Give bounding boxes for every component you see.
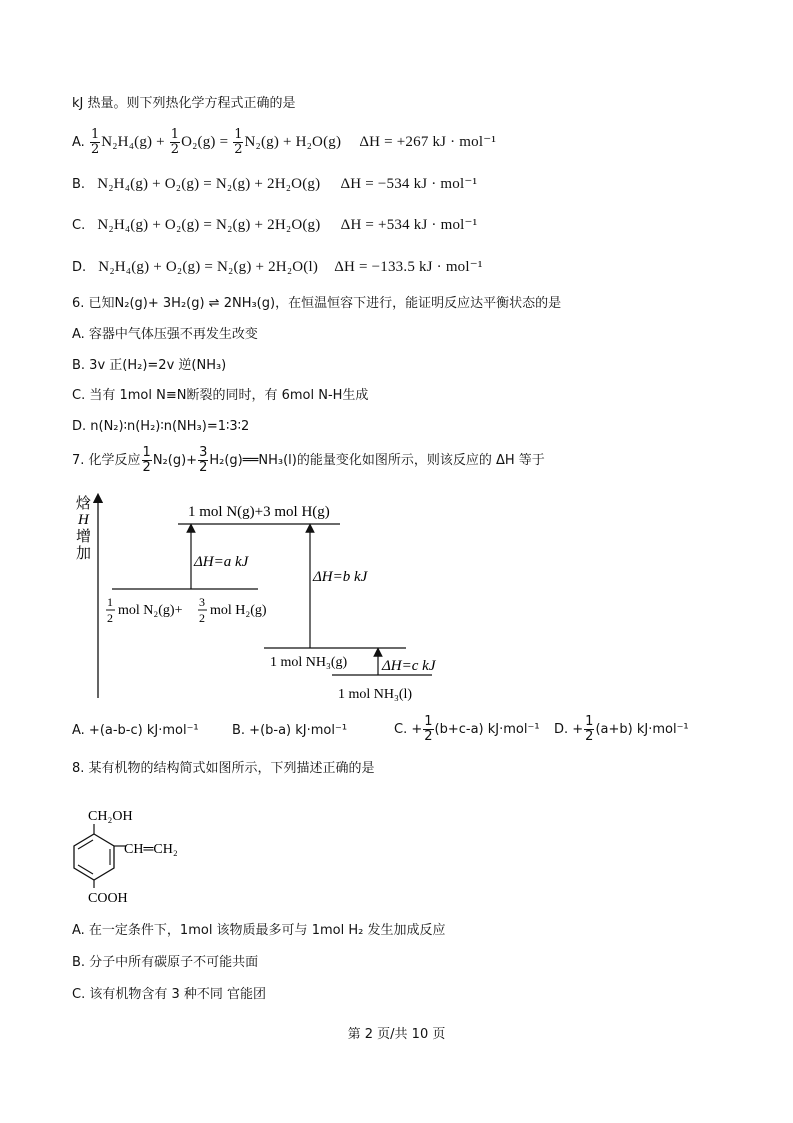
dh-b-label: ΔH=b kJ xyxy=(313,569,368,585)
q7-option-d: D. + $\frac{1}{2}$ (a+b) kJ·mol⁻¹ xyxy=(554,714,689,744)
reactant-frac-2-num: 3 xyxy=(199,595,205,609)
fraction: $\frac{1}{2}$ xyxy=(170,127,180,157)
benzene-ring xyxy=(74,834,114,880)
intro-text: kJ 热量。则下列热化学方程式正确的是 xyxy=(72,96,296,111)
reactant-frac-2-den: 2 xyxy=(199,611,205,625)
top-level-label: 1 mol N(g)+3 mol H(g) xyxy=(188,504,330,520)
q8-option-a: A. 在一定条件下，1mol 该物质最多可与 1mol H₂ 发生加成反应 xyxy=(72,923,446,938)
structure-bottom-group: COOH xyxy=(88,891,128,906)
y-axis-label-4: 加 xyxy=(76,546,92,562)
q5-option-c: C. N₂H₄(g) + O₂(g) = N₂(g) + 2H₂O(g) ΔH = +534 kJ · mol⁻¹ xyxy=(72,217,478,233)
q7-option-a: A. +(a-b-c) kJ·mol⁻¹ xyxy=(72,723,199,738)
q6-stem: 6. 已知N₂(g)+ 3H₂(g) ⇌ 2NH₃(g)，在恒温恒容下进行，能证明反应达平衡状态的是 xyxy=(72,296,562,311)
q7-stem: 7. 化学反应 $\frac{1}{2}$ N₂(g)+ $\frac{3}{2}$ H₂(g)══NH₃(l)的能量变化如图所示，则该反应的 ΔH 等于 xyxy=(72,445,545,475)
y-axis-label-1: 焓 xyxy=(76,496,92,512)
q8-option-c: C. 该有机物含有 3 种不同 官能团 xyxy=(72,987,267,1002)
y-axis-label-2: H xyxy=(78,512,89,528)
reactant-label-a: mol N₂(g)+ xyxy=(118,603,183,618)
q6-option-b: B. 3v 正(H₂)=2v 逆(NH₃) xyxy=(72,358,227,373)
q7-option-b: B. +(b-a) kJ·mol⁻¹ xyxy=(232,723,348,738)
q6-option-d: D. n(N₂)∶n(H₂)∶n(NH₃)=1∶3∶2 xyxy=(72,419,250,434)
q5-option-a: A. $\frac{1}{2}$ N₂H₄(g) + $\frac{1}{2}$ O₂(g) = $\frac{1}{2}$ N₂(g) + H₂O(g) ΔH = +267 kJ · mol⁻¹ xyxy=(72,127,497,157)
q8-stem: 8. 某有机物的结构简式如图所示，下列描述正确的是 xyxy=(72,761,375,776)
fraction: $\frac{1}{2}$ xyxy=(142,445,151,475)
nh3-gas-label: 1 mol NH₃(g) xyxy=(270,655,348,670)
dh-a-label: ΔH=a kJ xyxy=(194,554,249,570)
reactant-frac-1-den: 2 xyxy=(107,611,113,625)
nh3-liquid-label: 1 mol NH₃(l) xyxy=(338,687,413,702)
y-axis-label-3: 增 xyxy=(76,529,92,545)
q8-option-b: B. 分子中所有碳原子不可能共面 xyxy=(72,955,259,970)
fraction: $\frac{3}{2}$ xyxy=(199,445,208,475)
q5-option-b: B. N₂H₄(g) + O₂(g) = N₂(g) + 2H₂O(g) ΔH = −534 kJ · mol⁻¹ xyxy=(72,176,478,192)
energy-diagram xyxy=(60,488,460,708)
structure-diagram xyxy=(66,802,206,907)
fraction: $\frac{1}{2}$ xyxy=(234,127,243,157)
reactant-label-b: mol H₂(g) xyxy=(210,603,267,618)
dh-c-label: ΔH=c kJ xyxy=(382,658,436,674)
q7-option-c: C. + $\frac{1}{2}$ (b+c-a) kJ·mol⁻¹ xyxy=(394,714,540,744)
q5-option-d: D. N₂H₄(g) + O₂(g) = N₂(g) + 2H₂O(l) ΔH = −133.5 kJ · mol⁻¹ xyxy=(72,259,483,275)
fraction: $\frac{1}{2}$ xyxy=(585,714,594,744)
structure-side-group: CH═CH₂ xyxy=(124,842,178,857)
reactant-frac-1-num: 1 xyxy=(107,595,113,609)
page-footer: 第 2 页/共 10 页 xyxy=(347,1027,446,1042)
q6-option-a: A. 容器中气体压强不再发生改变 xyxy=(72,327,258,342)
structure-top-group: CH₂OH xyxy=(88,809,133,824)
q6-option-c: C. 当有 1mol N≡N断裂的同时，有 6mol N-H生成 xyxy=(72,388,369,403)
fraction: $\frac{1}{2}$ xyxy=(90,127,100,157)
fraction: $\frac{1}{2}$ xyxy=(424,714,433,744)
